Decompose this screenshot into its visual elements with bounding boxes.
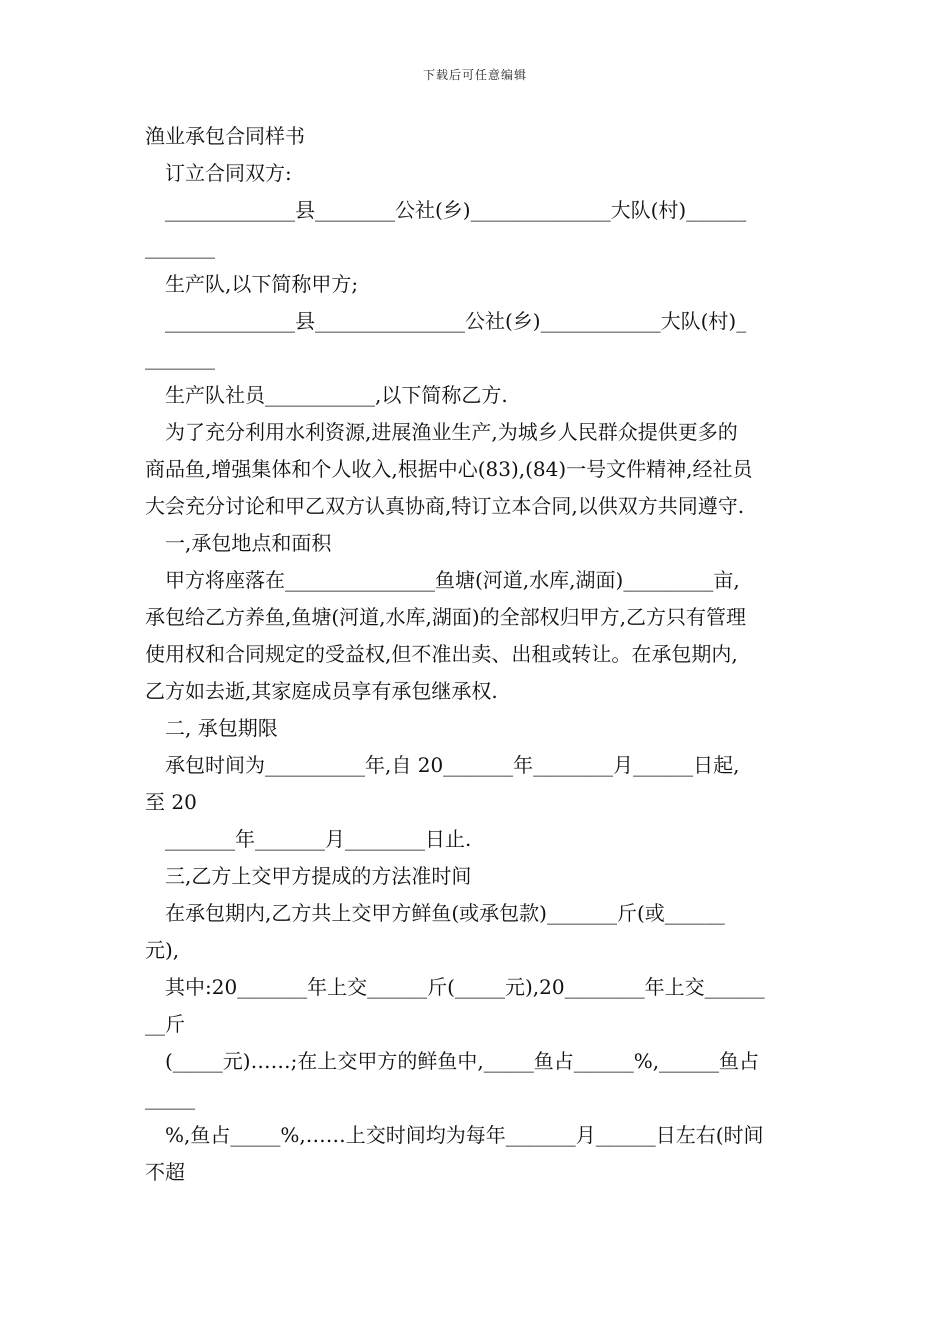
body-line: _______: [145, 235, 215, 259]
document-body: [145, 118, 807, 1191]
body-line: 大会充分讨论和甲乙双方认真协商,特订立本合同,以供双方共同遵守.: [145, 494, 745, 518]
body-line: 元),: [145, 938, 180, 962]
body-line: _____________县________公社(乡)______________大队(村)______: [165, 198, 747, 222]
body-line: __斤: [145, 1012, 185, 1036]
page-header: 下载后可任意编辑: [422, 68, 527, 82]
body-line: 承包时间为__________年,自 20_______年________月______日起,: [165, 753, 740, 777]
body-line: 承包给乙方养鱼,鱼塘(河道,水库,湖面)的全部权归甲方,乙方只有管理: [145, 605, 747, 629]
section-heading: 一,承包地点和面积: [165, 531, 332, 555]
body-line: _______: [145, 346, 215, 370]
body-line: 其中:20_______年上交______斤(_____元),20________年上交______: [165, 975, 765, 999]
body-line: _____: [145, 1086, 195, 1110]
body-line: 生产队,以下简称甲方;: [165, 272, 359, 296]
body-line: 在承包期内,乙方共上交甲方鲜鱼(或承包款)_______斤(或______: [165, 901, 725, 925]
body-line: 使用权和合同规定的受益权,但不准出卖、出租或转让。在承包期内,: [145, 642, 738, 666]
body-line: 甲方将座落在_______________鱼塘(河道,水库,湖面)_________亩,: [165, 568, 740, 592]
body-line: 为了充分利用水利资源,进展渔业生产,为城乡人民群众提供更多的: [165, 420, 738, 444]
section-heading: 三,乙方上交甲方提成的方法准时间: [165, 864, 472, 888]
body-line: _______年_______月________日止.: [165, 827, 472, 851]
body-line: 至 20: [145, 790, 197, 814]
document-title: 渔业承包合同样书: [145, 124, 305, 148]
body-line: _____________县_______________公社(乡)____________大队(村)_: [165, 309, 747, 333]
body-line: 商品鱼,增强集体和个人收入,根据中心(83),(84)一号文件精神,经社员: [145, 457, 753, 481]
section-heading: 二, 承包期限: [165, 716, 278, 740]
body-line: 不超: [145, 1160, 185, 1184]
body-line: (_____元)……;在上交甲方的鲜鱼中,_____鱼占______%,______鱼占: [165, 1049, 760, 1073]
body-line: 乙方如去逝,其家庭成员享有承包继承权.: [145, 679, 498, 703]
body-line: %,鱼占_____%,……上交时间均为每年_______月______日左右(时间: [165, 1123, 764, 1147]
body-line: 订立合同双方:: [165, 161, 292, 185]
body-line: 生产队社员___________,以下简称乙方.: [165, 383, 508, 407]
